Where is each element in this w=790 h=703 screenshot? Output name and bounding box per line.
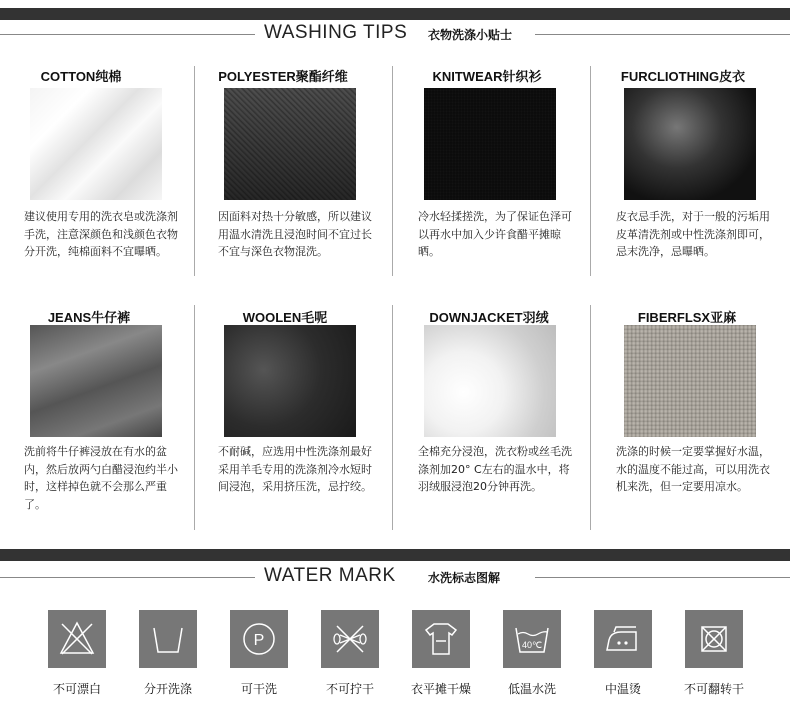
- header-line-left: [0, 34, 255, 35]
- column-divider: [194, 66, 195, 276]
- down-feather-image: [424, 325, 556, 437]
- top-bar: [0, 8, 790, 20]
- leather-image: [624, 88, 756, 200]
- care-label: 不可漂白: [52, 682, 101, 696]
- section-bar: [0, 549, 790, 561]
- low-temp-wash-40-icon: [503, 610, 561, 668]
- fabric-title: WOOLEN毛呢: [242, 310, 328, 325]
- fabric-title: FURCLIOTHING皮衣: [620, 69, 746, 84]
- fabric-title: JEANS牛仔裤: [47, 310, 131, 325]
- fabric-title: KNITWEAR针织衫: [432, 69, 542, 84]
- care-label: 低温水洗: [507, 682, 556, 696]
- fabric-description: 洗涤的时候一定要掌握好水温，水的温度不能过高，可以用洗衣机来洗，但一定要用凉水。: [616, 445, 770, 493]
- header-line-left: [0, 577, 255, 578]
- washing-tips-header: [0, 20, 790, 50]
- washing-tips-title: WASHING TIPS: [264, 22, 408, 43]
- fabric-description: 冷水轻揉搓洗，为了保证色泽可以再水中加入少许食醋平摊晾晒。: [418, 210, 572, 258]
- cotton-fabric-image: [30, 88, 162, 200]
- svg-text:P: P: [253, 632, 265, 649]
- woolen-fabric-image: [224, 325, 356, 437]
- care-label: 分开洗涤: [143, 682, 192, 696]
- fabric-description: 建议使用专用的洗衣皂或洗涤剂手洗，注意深颜色和浅颜色衣物分开洗，纯棉面料不宜曝晒。: [24, 210, 178, 258]
- dry-clean-p-icon: [230, 610, 288, 668]
- fabric-title: POLYESTER聚酯纤维: [218, 69, 348, 84]
- knitwear-fabric-image: [424, 88, 556, 200]
- fabric-title: FIBERFLSX亚麻: [637, 310, 737, 325]
- dry-flat-icon: [412, 610, 470, 668]
- fabric-description: 全棉充分浸泡，洗衣粉或丝毛洗涤剂加20° C左右的温水中，将羽绒服浸泡20分钟再洗。: [418, 445, 572, 493]
- fabric-description: 不耐碱，应选用中性洗涤剂最好采用羊毛专用的洗涤剂冷水短时间浸泡，采用挤压洗，忌拧绞。: [218, 445, 372, 493]
- polyester-fabric-image: [224, 88, 356, 200]
- care-label: 可干洗: [240, 682, 277, 696]
- do-not-wring-icon: [321, 610, 379, 668]
- column-divider: [590, 305, 591, 530]
- header-line-right: [535, 577, 790, 578]
- column-divider: [392, 66, 393, 276]
- care-label: 不可翻转干: [683, 682, 744, 696]
- fabric-title: COTTON纯棉: [40, 69, 122, 84]
- wash-temp-label: 40℃: [521, 640, 543, 650]
- column-divider: [590, 66, 591, 276]
- iron-medium-icon: [594, 610, 652, 668]
- jeans-fabric-image: [30, 325, 162, 437]
- column-divider: [194, 305, 195, 530]
- separate-wash-icon: [139, 610, 197, 668]
- washing-tips-subtitle: 衣物洗涤小贴士: [428, 28, 513, 42]
- water-mark-header: [0, 563, 790, 593]
- do-not-tumble-dry-icon: [685, 610, 743, 668]
- fabric-description: 洗前将牛仔裤浸放在有水的盆内，然后放两勺白醋浸泡约半小时，这样掉色就不会那么严重了。: [24, 445, 178, 511]
- care-label: 衣平摊干燥: [410, 682, 471, 696]
- column-divider: [392, 305, 393, 530]
- fabric-description: 皮衣忌手洗，对于一般的污垢用皮革清洗剂或中性洗涤剂即可，忌末洗净，忌曝晒。: [616, 210, 770, 258]
- header-line-right: [535, 34, 790, 35]
- linen-fabric-image: [624, 325, 756, 437]
- no-bleach-icon: [48, 610, 106, 668]
- water-mark-subtitle: 水洗标志图解: [428, 571, 501, 585]
- care-label: 中温烫: [604, 682, 641, 696]
- fabric-description: 因面料对热十分敏感，所以建议用温水清洗且浸泡时间不宜过长不宜与深色衣物混洗。: [218, 210, 372, 258]
- care-label: 不可拧干: [325, 682, 374, 696]
- fabric-title: DOWNJACKET羽绒: [429, 310, 549, 325]
- water-mark-title: WATER MARK: [264, 565, 396, 586]
